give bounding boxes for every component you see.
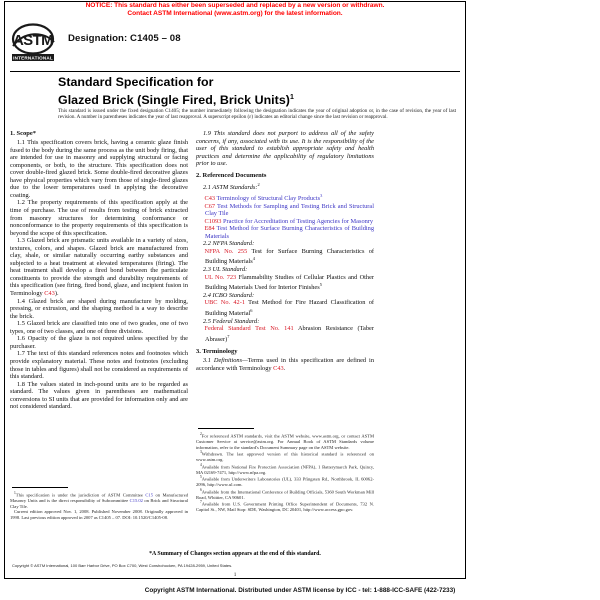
- footnote-marker: 4: [200, 462, 202, 467]
- subsection-number: 2.2: [203, 240, 211, 248]
- para-number: 1.3: [17, 237, 25, 245]
- footnote-marker: 2: [257, 182, 260, 188]
- subsection-title: ICBO Standard:: [212, 291, 255, 299]
- footnote-marker: 5: [200, 475, 202, 480]
- reference-title[interactable]: Practice for Accreditation of Testing Agencies for Masonry: [223, 217, 374, 225]
- license-notice: Copyright ASTM International. Distributed under ASTM license by ICC - tel: 1-888-ICC-SAFE (422-7233): [144, 587, 456, 594]
- page-title: [58, 75, 458, 108]
- footnote-text: Available from Underwriters Laboratories (UL), 333 Pfingsten Rd., Northbrook, IL 60062-2096, http://www.ul.com.: [196, 476, 374, 488]
- paragraph-1-7: [10, 350, 188, 380]
- designation-label: Designation: C1405 – 08: [68, 33, 181, 44]
- subsection-2-4-label: [196, 292, 374, 300]
- reference-ul-723[interactable]: [196, 274, 374, 292]
- footnote-4: [196, 463, 374, 476]
- footnote-marker: 7: [227, 333, 230, 339]
- footnote-6: [196, 488, 374, 501]
- subsection-2-3-label: [196, 266, 374, 274]
- left-footnotes: [10, 491, 188, 520]
- para-text: The values stated in inch-pound units are to be regarded as standard. The values given in parentheses are mathematical conversions to SI units that are provided for information only and are not considered standard.: [10, 380, 188, 411]
- reference-c1093[interactable]: [196, 218, 374, 226]
- footnote-marker: 4: [252, 256, 255, 262]
- footnote-5: [196, 475, 374, 488]
- para-number: 1.6: [17, 335, 25, 343]
- para-text: The property requirements of this specification apply at the time of purchase. The use of results from testing of brick extracted from masonry structures for determining conformance or nonconformance to the property requirements of this specification is beyond the scope of this specification.: [10, 199, 188, 237]
- reference-id[interactable]: NFPA No. 255: [204, 247, 248, 255]
- reference-title: Test Method for Fire Hazard Classification of Building Material: [205, 299, 374, 318]
- footnote-text: Available from National Fire Protection Association (NFPA), 1 Batterymarch Park, Quincy, MA 02169-7471, http://www.nfpa.org.: [196, 464, 374, 475]
- masthead: [10, 22, 462, 61]
- footnote-rule-right: [198, 428, 254, 429]
- svg-text:INTERNATIONAL: INTERNATIONAL: [13, 55, 53, 61]
- para-number: 1.1: [17, 139, 25, 147]
- footnote-text: For referenced ASTM standards, visit the ASTM website, www.astm.org, or contact ASTM Customer Service at service@astm.org. For Annual Book of ASTM Standards volume information, refer to the standard's Document Summary page on the ASTM website.: [196, 433, 374, 450]
- para-text: This standard does not purport to address all of the safety concerns, if any, associated with its use. It is the responsibility of the user of this standard to establish appropriate safety and health practices and determine the applicability of regulatory limitations prior to use.: [196, 130, 374, 168]
- para-tail: ).: [54, 290, 59, 298]
- subsection-title: NFPA Standard:: [212, 240, 255, 248]
- footnote-marker: 7: [200, 500, 202, 505]
- reference-title[interactable]: Terminology of Structural Clay Products: [216, 195, 321, 203]
- footnote-marker: 6: [250, 307, 253, 313]
- paragraph-1-9: [196, 130, 374, 168]
- para-text: The text of this standard references notes and footnotes which provide explanatory material. These notes and footnotes (excluding those in tables and figures) shall not be considered as requirements of this standard.: [10, 350, 188, 381]
- standard-preamble: This standard is issued under the fixed designation C1405; the number immediately following the designation indicates the year of original adoption or, in the case of revision, the year of last revision. A number in parentheses indicates the year of last reapproval. A superscript epsilon (ε) indicates an editorial change since the last revision or reapproval.: [58, 108, 456, 121]
- footnote-2: [196, 432, 374, 450]
- para-text: This specification covers brick, having a ceramic glaze finish fused to the body during the same process as the unit body firing, that are intended for use in masonry and supplying structural or facing components, or both, to the structure. This specification does not cover double-fired glazed brick. Some double-fired decorative glazes have physical properties which vary from those of single-fired glazes due to the lower temperatures used in applying the decorative coating.: [10, 139, 188, 199]
- para-number: 1.5: [17, 320, 25, 328]
- withdrawal-notice: [6, 2, 464, 17]
- subsection-2-5-label: [196, 318, 374, 326]
- astm-logo-icon: [10, 22, 60, 66]
- left-column: [10, 130, 188, 411]
- paragraph-1-1: [10, 139, 188, 199]
- para-text: Opacity of the glaze is not required unless specified by the purchaser.: [10, 335, 188, 350]
- paragraph-1-5: [10, 320, 188, 335]
- footnote-text: on Manufactured Masonry Units and is the direct responsibility of Subcommittee: [10, 492, 188, 504]
- subsection-title: ASTM Standards:: [212, 184, 258, 192]
- reference-id[interactable]: E84: [204, 225, 215, 233]
- paragraph-1-3: [10, 237, 188, 297]
- copyright-notice: Copyright © ASTM International, 100 Barr Harbor Drive, PO Box C700, West Conshohocken, PA 19428-2959, United States.: [12, 563, 233, 568]
- reference-title: Test for Surface Burning Characteristics of Building Materials: [205, 247, 374, 266]
- subsection-number: 2.5: [203, 317, 211, 325]
- title-line-1: Standard Specification for: [58, 75, 214, 89]
- footnote-marker: 3: [320, 192, 323, 198]
- link-c15[interactable]: C15: [145, 492, 153, 498]
- para-text: Glazed brick are prismatic units available in a variety of sizes, textures, colors, and shapes. Glazed brick are manufactured from clay, shale, or similar naturally occurring earthy substances and subjected to a heat treatment at elevated temperatures (firing). The heat treatment shall develop a fired bond between the particulate constituents to provide the strength and durability requirements of this specification (see firing, fired bond, glaze, and incipient fusion in Terminology: [10, 237, 188, 298]
- definitions-label: 3.1 Definitions—: [203, 356, 248, 364]
- footnote-text: This specification is under the jurisdiction of ASTM Committee: [15, 492, 146, 498]
- paragraph-1-2: [10, 199, 188, 237]
- para-number: 1.8: [17, 380, 25, 388]
- footnote-text: Withdrawn. The last approved version of this historical standard is referenced on www.astm.org.: [196, 451, 374, 463]
- para-text: Glazed brick are classified into one of two grades, one of two types, one of two classes, and one of three divisions.: [10, 320, 188, 335]
- reference-id[interactable]: C43: [204, 195, 216, 203]
- para-number: 1.9: [203, 130, 211, 137]
- subsection-2-1-label: [196, 181, 374, 192]
- reference-nfpa-255[interactable]: [196, 248, 374, 266]
- reference-title: Abrasion Resistance (Taber Abraser): [205, 325, 374, 343]
- subsection-number: 2.4: [203, 291, 211, 299]
- page-number: 1: [233, 572, 237, 578]
- para-tail: .: [283, 364, 286, 372]
- subsection-number: 2.3: [203, 266, 211, 274]
- section-heading-scope: 1. Scope*: [10, 130, 36, 137]
- footnote-3: [196, 450, 374, 463]
- subsection-number: 2.1: [203, 184, 211, 192]
- notice-line-2: Contact ASTM International (www.astm.org) for the latest information.: [127, 9, 343, 17]
- link-c43[interactable]: C43: [44, 290, 55, 298]
- footnote-text: Available from U.S. Government Printing Office Superintendent of Documents, 732 N. Capitol St., NW, Mail Stop: SDE, Washington, DC 20401, http://www.access.gpo.gov.: [196, 501, 374, 513]
- footnote-1: [10, 491, 188, 509]
- section-heading-terminology: 3. Terminology: [196, 347, 238, 355]
- reference-federal-141[interactable]: [196, 325, 374, 343]
- reference-title: Flammability Studies of Cellular Plastics and Other Building Materials Used for Interior Finishes: [205, 273, 375, 292]
- subsection-2-2-label: [196, 240, 374, 248]
- footnote-marker: 3: [200, 450, 202, 455]
- title-footnote-marker: 1: [289, 94, 294, 101]
- paragraph-3-1: [196, 357, 374, 372]
- reference-id[interactable]: C67: [204, 202, 216, 210]
- footnote-text: Available from the International Conference of Building Officials, 5360 South Workman Mill Road, Whittier, CA 90601.: [196, 489, 374, 500]
- svg-text:ASTM: ASTM: [12, 32, 54, 49]
- title-line-2: [58, 90, 458, 108]
- footnote-rule-left: [12, 487, 68, 488]
- section-heading-referenced-documents: 2. Referenced Documents: [196, 172, 267, 180]
- summary-of-changes-note: *A Summary of Changes section appears at the end of this standard.: [149, 551, 321, 557]
- footnote-7: [196, 500, 374, 513]
- reference-c43[interactable]: [196, 192, 374, 203]
- footnote-edition: Current edition approved Nov. 1, 2008. Published November 2008. Originally approved in 1998. Last previous edition approved in 2007 as C1405 – 07. DOI: 10.1520/C1405-08.: [10, 509, 188, 520]
- reference-id[interactable]: C1093: [204, 217, 222, 225]
- footnote-marker: 5: [319, 282, 322, 288]
- notice-line-1: NOTICE: This standard has either been superseded and replaced by a new version or withdrawn.: [85, 2, 385, 9]
- reference-e84[interactable]: [196, 225, 374, 240]
- para-number: 1.4: [17, 297, 25, 305]
- right-footnotes: [196, 432, 374, 513]
- reference-id[interactable]: UBC No. 42-1: [204, 299, 246, 307]
- reference-id[interactable]: Federal Standard Test No. 141: [204, 325, 294, 333]
- footnote-marker: 6: [200, 487, 202, 492]
- link-c1502[interactable]: C15.02: [129, 498, 143, 504]
- para-number: 1.7: [17, 350, 25, 358]
- paragraph-1-6: [10, 335, 188, 350]
- header-rule: [10, 71, 460, 72]
- reference-id[interactable]: UL No. 723: [204, 273, 237, 281]
- link-c43[interactable]: C43: [273, 364, 284, 372]
- title-line-2-text: Glazed Brick (Single Fired, Brick Units): [58, 93, 290, 108]
- footnote-text: on Brick and Structural Clay Tile.: [10, 498, 188, 509]
- reference-ubc-42-1[interactable]: [196, 299, 374, 317]
- reference-title[interactable]: Test Methods for Sampling and Testing Brick and Structural Clay Tile: [205, 202, 374, 218]
- subsection-title: UL Standard:: [212, 266, 248, 274]
- footnote-marker: 2: [200, 432, 202, 436]
- para-number: 1.2: [17, 199, 25, 207]
- reference-title[interactable]: Test Method for Surface Burning Characteristics of Building Materials: [205, 225, 374, 240]
- paragraph-1-4: [10, 298, 188, 321]
- subsection-title: Federal Standard:: [212, 317, 260, 325]
- right-column: [196, 130, 374, 372]
- para-text: Glazed brick are shaped during manufacture by molding, pressing, or extrusion, and the shaping method is a way to describe the brick.: [10, 297, 188, 320]
- paragraph-1-8: [10, 381, 188, 411]
- para-text: Terms used in this specification are defined in accordance with Terminology: [196, 356, 374, 372]
- reference-c67[interactable]: [196, 203, 374, 218]
- footnote-marker: 1: [14, 491, 16, 495]
